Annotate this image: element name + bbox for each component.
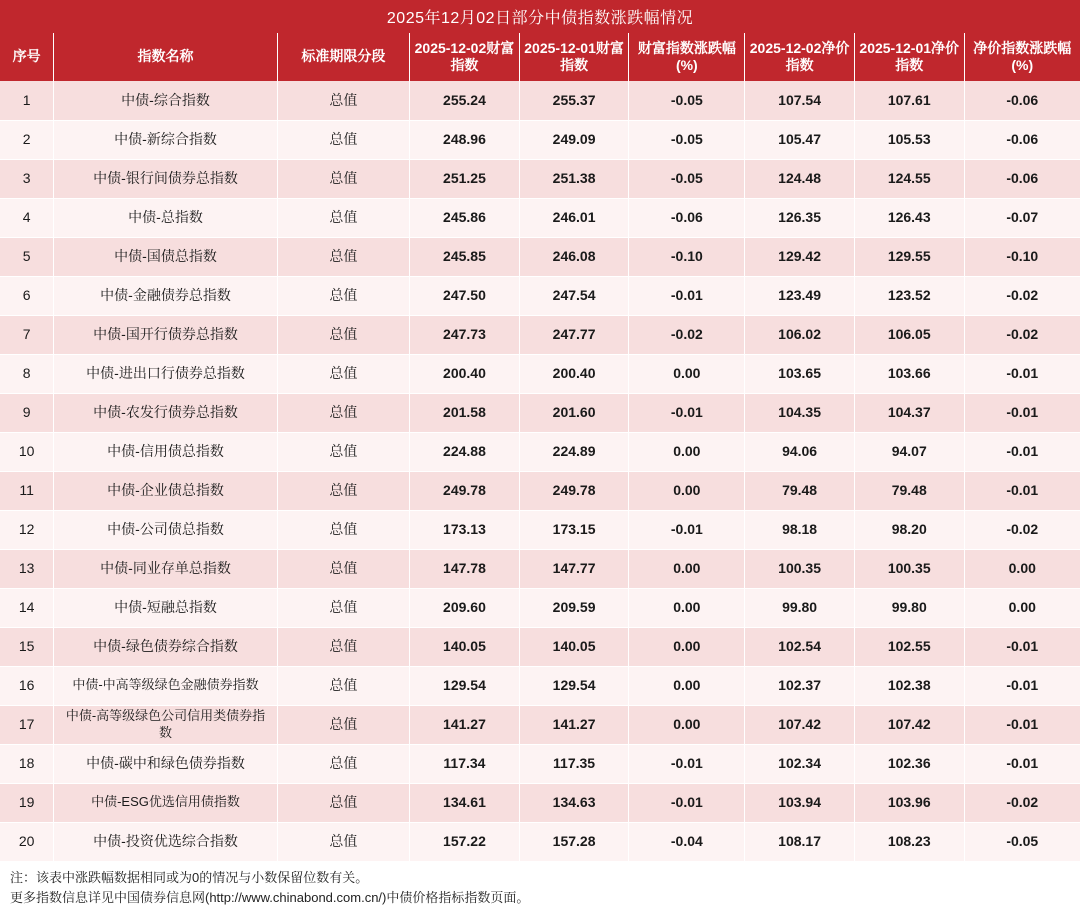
footnote-line-2: 更多指数信息详见中国债券信息网(http://www.chinabond.com.cn/)中债价格指标指数页面。	[10, 889, 530, 905]
cell-seq: 2	[0, 120, 54, 159]
cell-wealth-prev: 129.54	[519, 666, 629, 705]
table-row	[0, 471, 1080, 510]
table-row	[0, 81, 1080, 120]
cell-price-change: -0.02	[964, 315, 1080, 354]
cell-wealth-prev: 255.37	[519, 81, 629, 120]
cell-wealth-today: 134.61	[410, 783, 520, 822]
table-row	[0, 549, 1080, 588]
cell-wealth-today: 200.40	[410, 354, 520, 393]
cell-wealth-prev: 249.78	[519, 471, 629, 510]
cell-seq: 19	[0, 783, 54, 822]
cell-price-prev: 94.07	[854, 432, 964, 471]
cell-term: 总值	[277, 120, 409, 159]
cell-price-prev: 107.61	[854, 81, 964, 120]
cell-term: 总值	[277, 510, 409, 549]
cell-index-name: 中债-新综合指数	[54, 120, 277, 159]
cell-price-today: 98.18	[745, 510, 855, 549]
cell-index-name: 中债-综合指数	[54, 81, 277, 120]
cell-wealth-prev: 140.05	[519, 627, 629, 666]
cell-term: 总值	[277, 627, 409, 666]
cell-seq: 12	[0, 510, 54, 549]
cell-index-name: 中债-投资优选综合指数	[54, 822, 277, 861]
table-row	[0, 159, 1080, 198]
cell-price-today: 123.49	[745, 276, 855, 315]
cell-price-today: 104.35	[745, 393, 855, 432]
cell-wealth-change: 0.00	[629, 627, 745, 666]
cell-wealth-today: 247.50	[410, 276, 520, 315]
cell-seq: 15	[0, 627, 54, 666]
cell-seq: 5	[0, 237, 54, 276]
cell-price-prev: 79.48	[854, 471, 964, 510]
cell-wealth-today: 248.96	[410, 120, 520, 159]
cell-seq: 17	[0, 705, 54, 744]
cell-seq: 20	[0, 822, 54, 861]
cell-wealth-change: -0.02	[629, 315, 745, 354]
cell-wealth-prev: 157.28	[519, 822, 629, 861]
cell-price-today: 107.54	[745, 81, 855, 120]
column-header-seq: 序号	[0, 33, 54, 81]
cell-price-today: 102.54	[745, 627, 855, 666]
cell-price-today: 102.34	[745, 744, 855, 783]
cell-index-name: 中债-总指数	[54, 198, 277, 237]
cell-wealth-change: -0.05	[629, 159, 745, 198]
cell-term: 总值	[277, 354, 409, 393]
cell-term: 总值	[277, 471, 409, 510]
bond-index-table	[0, 33, 1080, 862]
cell-term: 总值	[277, 81, 409, 120]
cell-price-prev: 108.23	[854, 822, 964, 861]
cell-seq: 11	[0, 471, 54, 510]
cell-wealth-prev: 246.01	[519, 198, 629, 237]
cell-wealth-prev: 201.60	[519, 393, 629, 432]
cell-wealth-prev: 249.09	[519, 120, 629, 159]
cell-wealth-today: 173.13	[410, 510, 520, 549]
footnote-line-1: 注：该表中涨跌幅数据相同或为0的情况与小数保留位数有关。	[10, 869, 369, 885]
cell-wealth-today: 249.78	[410, 471, 520, 510]
cell-wealth-change: -0.01	[629, 510, 745, 549]
cell-price-prev: 99.80	[854, 588, 964, 627]
cell-index-name: 中债-高等级绿色公司信用类债券指数	[54, 705, 277, 744]
cell-price-change: -0.01	[964, 744, 1080, 783]
cell-wealth-change: -0.04	[629, 822, 745, 861]
column-header-price-today: 2025-12-02净价指数	[745, 33, 855, 81]
cell-price-change: -0.01	[964, 432, 1080, 471]
cell-term: 总值	[277, 783, 409, 822]
table-row	[0, 744, 1080, 783]
cell-seq: 16	[0, 666, 54, 705]
column-header-term: 标准期限分段	[277, 33, 409, 81]
cell-price-change: -0.01	[964, 666, 1080, 705]
table-row	[0, 198, 1080, 237]
cell-price-change: -0.06	[964, 81, 1080, 120]
cell-seq: 3	[0, 159, 54, 198]
column-header-price-change: 净价指数涨跌幅(%)	[964, 33, 1080, 81]
cell-index-name: 中债-ESG优选信用债指数	[54, 783, 277, 822]
cell-wealth-prev: 246.08	[519, 237, 629, 276]
cell-index-name: 中债-国开行债券总指数	[54, 315, 277, 354]
table-footnotes	[0, 862, 1080, 919]
cell-wealth-change: -0.05	[629, 120, 745, 159]
cell-term: 总值	[277, 159, 409, 198]
cell-index-name: 中债-进出口行债券总指数	[54, 354, 277, 393]
table-row	[0, 627, 1080, 666]
cell-wealth-today: 140.05	[410, 627, 520, 666]
cell-wealth-today: 129.54	[410, 666, 520, 705]
cell-wealth-change: -0.01	[629, 783, 745, 822]
cell-price-today: 106.02	[745, 315, 855, 354]
cell-price-prev: 102.55	[854, 627, 964, 666]
column-header-wealth-change: 财富指数涨跌幅(%)	[629, 33, 745, 81]
table-row	[0, 705, 1080, 744]
cell-wealth-change: 0.00	[629, 432, 745, 471]
cell-price-prev: 102.38	[854, 666, 964, 705]
cell-price-today: 103.65	[745, 354, 855, 393]
cell-index-name: 中债-银行间债券总指数	[54, 159, 277, 198]
cell-wealth-today: 247.73	[410, 315, 520, 354]
table-row	[0, 588, 1080, 627]
cell-price-change: -0.06	[964, 159, 1080, 198]
cell-wealth-change: -0.01	[629, 393, 745, 432]
cell-index-name: 中债-公司债总指数	[54, 510, 277, 549]
cell-wealth-prev: 200.40	[519, 354, 629, 393]
cell-index-name: 中债-短融总指数	[54, 588, 277, 627]
table-row	[0, 393, 1080, 432]
cell-price-today: 126.35	[745, 198, 855, 237]
table-row	[0, 237, 1080, 276]
column-header-price-prev: 2025-12-01净价指数	[854, 33, 964, 81]
cell-price-change: -0.10	[964, 237, 1080, 276]
cell-wealth-change: -0.06	[629, 198, 745, 237]
cell-price-change: 0.00	[964, 588, 1080, 627]
cell-wealth-change: -0.05	[629, 81, 745, 120]
cell-price-change: -0.01	[964, 627, 1080, 666]
cell-wealth-change: 0.00	[629, 549, 745, 588]
cell-wealth-prev: 209.59	[519, 588, 629, 627]
cell-price-change: -0.01	[964, 354, 1080, 393]
cell-wealth-today: 157.22	[410, 822, 520, 861]
column-header-name: 指数名称	[54, 33, 277, 81]
cell-price-prev: 104.37	[854, 393, 964, 432]
cell-price-change: -0.01	[964, 393, 1080, 432]
cell-price-change: -0.02	[964, 783, 1080, 822]
cell-index-name: 中债-金融债券总指数	[54, 276, 277, 315]
cell-wealth-today: 117.34	[410, 744, 520, 783]
cell-wealth-prev: 117.35	[519, 744, 629, 783]
cell-price-prev: 129.55	[854, 237, 964, 276]
cell-wealth-change: 0.00	[629, 588, 745, 627]
cell-price-prev: 107.42	[854, 705, 964, 744]
cell-wealth-today: 255.24	[410, 81, 520, 120]
table-row	[0, 354, 1080, 393]
cell-price-change: -0.01	[964, 705, 1080, 744]
cell-term: 总值	[277, 705, 409, 744]
cell-seq: 8	[0, 354, 54, 393]
cell-wealth-prev: 247.54	[519, 276, 629, 315]
cell-wealth-prev: 141.27	[519, 705, 629, 744]
cell-wealth-prev: 173.15	[519, 510, 629, 549]
cell-seq: 1	[0, 81, 54, 120]
cell-wealth-change: 0.00	[629, 354, 745, 393]
cell-term: 总值	[277, 393, 409, 432]
cell-term: 总值	[277, 276, 409, 315]
cell-wealth-today: 245.85	[410, 237, 520, 276]
cell-price-prev: 105.53	[854, 120, 964, 159]
table-row	[0, 276, 1080, 315]
table-row	[0, 120, 1080, 159]
cell-wealth-change: 0.00	[629, 705, 745, 744]
cell-price-prev: 126.43	[854, 198, 964, 237]
cell-wealth-prev: 134.63	[519, 783, 629, 822]
cell-seq: 7	[0, 315, 54, 354]
cell-wealth-today: 147.78	[410, 549, 520, 588]
cell-price-change: -0.06	[964, 120, 1080, 159]
table-header-row	[0, 33, 1080, 81]
cell-price-today: 107.42	[745, 705, 855, 744]
cell-price-change: -0.02	[964, 276, 1080, 315]
cell-index-name: 中债-同业存单总指数	[54, 549, 277, 588]
cell-wealth-change: 0.00	[629, 666, 745, 705]
cell-seq: 13	[0, 549, 54, 588]
cell-price-today: 108.17	[745, 822, 855, 861]
cell-price-today: 79.48	[745, 471, 855, 510]
cell-seq: 6	[0, 276, 54, 315]
cell-seq: 18	[0, 744, 54, 783]
cell-term: 总值	[277, 822, 409, 861]
cell-index-name: 中债-国债总指数	[54, 237, 277, 276]
table-row	[0, 783, 1080, 822]
table-row	[0, 315, 1080, 354]
cell-price-today: 100.35	[745, 549, 855, 588]
cell-price-prev: 100.35	[854, 549, 964, 588]
table-row	[0, 822, 1080, 861]
table-row	[0, 432, 1080, 471]
cell-index-name: 中债-碳中和绿色债券指数	[54, 744, 277, 783]
cell-index-name: 中债-绿色债券综合指数	[54, 627, 277, 666]
cell-wealth-prev: 247.77	[519, 315, 629, 354]
cell-term: 总值	[277, 315, 409, 354]
cell-index-name: 中债-中高等级绿色金融债券指数	[54, 666, 277, 705]
cell-price-change: 0.00	[964, 549, 1080, 588]
cell-term: 总值	[277, 666, 409, 705]
cell-wealth-prev: 147.77	[519, 549, 629, 588]
cell-price-today: 99.80	[745, 588, 855, 627]
cell-price-today: 124.48	[745, 159, 855, 198]
cell-wealth-change: -0.01	[629, 744, 745, 783]
cell-term: 总值	[277, 198, 409, 237]
cell-wealth-prev: 224.89	[519, 432, 629, 471]
cell-term: 总值	[277, 237, 409, 276]
cell-price-change: -0.05	[964, 822, 1080, 861]
cell-seq: 14	[0, 588, 54, 627]
cell-price-prev: 102.36	[854, 744, 964, 783]
cell-term: 总值	[277, 744, 409, 783]
cell-price-today: 103.94	[745, 783, 855, 822]
cell-seq: 9	[0, 393, 54, 432]
cell-wealth-prev: 251.38	[519, 159, 629, 198]
cell-price-prev: 103.96	[854, 783, 964, 822]
table-row	[0, 510, 1080, 549]
cell-price-prev: 106.05	[854, 315, 964, 354]
cell-price-today: 105.47	[745, 120, 855, 159]
cell-price-today: 102.37	[745, 666, 855, 705]
cell-wealth-today: 201.58	[410, 393, 520, 432]
cell-wealth-change: 0.00	[629, 471, 745, 510]
page-title: 2025年12月02日部分中债指数涨跌幅情况	[0, 0, 1080, 33]
cell-wealth-today: 141.27	[410, 705, 520, 744]
cell-wealth-change: -0.10	[629, 237, 745, 276]
cell-wealth-today: 251.25	[410, 159, 520, 198]
cell-price-prev: 103.66	[854, 354, 964, 393]
cell-term: 总值	[277, 432, 409, 471]
cell-price-prev: 124.55	[854, 159, 964, 198]
cell-price-prev: 98.20	[854, 510, 964, 549]
cell-price-today: 94.06	[745, 432, 855, 471]
cell-wealth-today: 245.86	[410, 198, 520, 237]
cell-price-today: 129.42	[745, 237, 855, 276]
cell-term: 总值	[277, 549, 409, 588]
cell-term: 总值	[277, 588, 409, 627]
cell-seq: 10	[0, 432, 54, 471]
table-row	[0, 666, 1080, 705]
cell-wealth-change: -0.01	[629, 276, 745, 315]
cell-price-prev: 123.52	[854, 276, 964, 315]
cell-index-name: 中债-企业债总指数	[54, 471, 277, 510]
cell-wealth-today: 209.60	[410, 588, 520, 627]
cell-price-change: -0.02	[964, 510, 1080, 549]
cell-price-change: -0.01	[964, 471, 1080, 510]
column-header-wealth-prev: 2025-12-01财富指数	[519, 33, 629, 81]
cell-price-change: -0.07	[964, 198, 1080, 237]
cell-index-name: 中债-信用债总指数	[54, 432, 277, 471]
cell-seq: 4	[0, 198, 54, 237]
cell-index-name: 中债-农发行债券总指数	[54, 393, 277, 432]
cell-wealth-today: 224.88	[410, 432, 520, 471]
column-header-wealth-today: 2025-12-02财富指数	[410, 33, 520, 81]
